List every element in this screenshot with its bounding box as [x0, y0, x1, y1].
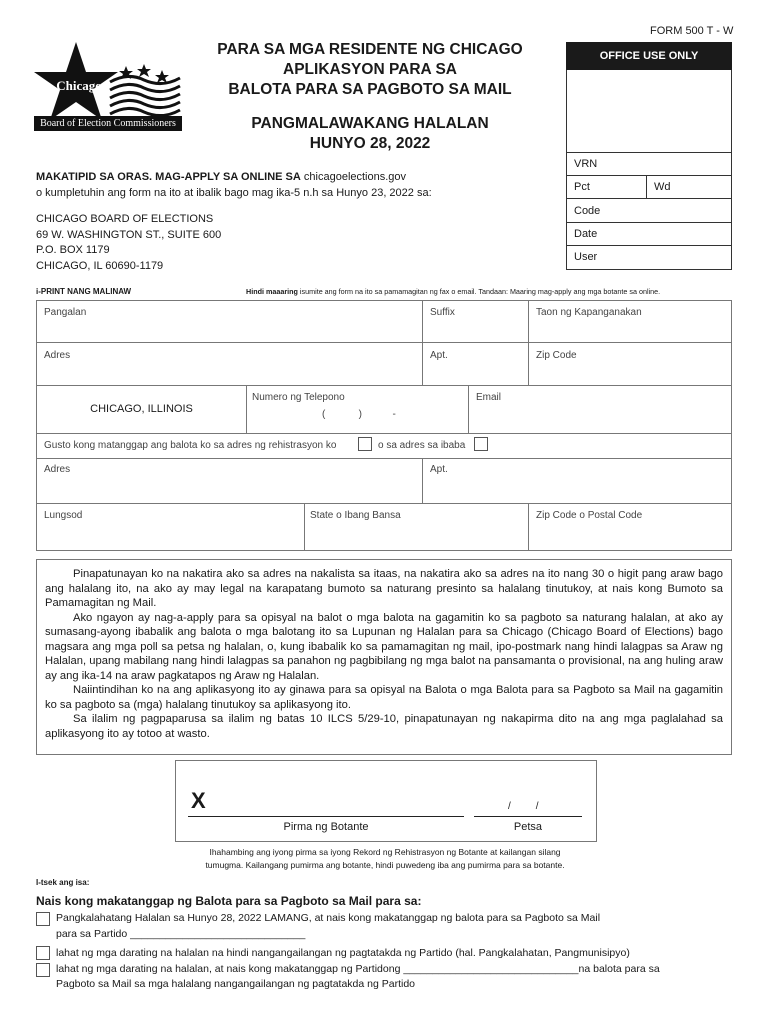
mailing-address-field[interactable]: [37, 459, 422, 503]
birth-year-label: Taon ng Kapanganakan: [536, 307, 642, 318]
title-line5: HUNYO 28, 2022: [309, 135, 431, 152]
option3-text: lahat ng mga darating na halalan, at nais kong makatanggap ng Partidong ______________________________na balota para sa: [56, 963, 660, 975]
divider: [566, 175, 732, 176]
page-title: [190, 40, 550, 100]
pct-label: Pct: [574, 181, 590, 193]
address2-label: Adres: [44, 464, 71, 475]
city-label: Lungsod: [44, 510, 83, 521]
address-line: 69 W. WASHINGTON ST., SUITE 600: [36, 228, 222, 241]
divider: [566, 152, 732, 153]
divider: [566, 222, 732, 223]
fax-note: [246, 287, 660, 296]
address-field[interactable]: [37, 343, 422, 385]
divider: [566, 198, 732, 199]
wd-label: Wd: [654, 181, 671, 193]
state-label: State o Ibang Bansa: [310, 510, 401, 521]
signature-note-line: Ihahambing ang iyong pirma sa iyong Rekord ng Rehistrasyon ng Botante at kailangan silang: [209, 847, 561, 857]
apt-label: Apt.: [430, 350, 448, 361]
divider: [36, 433, 732, 434]
option-june-only-checkbox[interactable]: [36, 912, 50, 926]
signature-line: [188, 816, 464, 817]
address-line: P.O. BOX 1179: [36, 244, 110, 256]
logo-board: Board of Election Commissioners: [34, 116, 182, 131]
email-field[interactable]: [469, 386, 731, 433]
logo-city: Chicago: [56, 78, 102, 93]
address-label: Adres: [44, 350, 71, 361]
option1-text: Pangkalahatang Halalan sa Hunyo 28, 2022 LAMANG, at nais kong makatanggap ng balota para sa Pagboto sa Mail: [56, 912, 601, 924]
title-line4: PANGMALAWAKANG HALALAN: [251, 115, 489, 132]
intro-bold: MAKATIPID SA ORAS. MAG-APPLY SA ONLINE SA: [36, 171, 301, 183]
declaration-box: [36, 559, 732, 755]
office-use-header: OFFICE USE ONLY: [566, 42, 732, 70]
declaration-paragraph: Ako ngayon ay nag-a-apply para sa opisyal na balot o mga balota na gagamitin ko sa pagboto sa naturang halalan, at ako ay sumasang-ayong ibabalik ang balota o mga balotang ito sa Lupunan ng Halalan para sa Chicago (Chicago Board of Elections) bago magsara ang mga poll sa petsa ng halalan, o, kung ibabalik ko sa pamamagitan ng mail, ipo-postmark nang hindi lalagpas sa Araw ng Halalan, upang mabilang nang hindi lalagpas sa panahon ng pagbibilang ng mga balot na pansamanta o provisional, na ang huling araw ay ang ika-14 na araw pagkatapos ng Araw ng Halalan.: [45, 611, 723, 682]
form-number: FORM 500 T - W: [650, 25, 734, 37]
signature-label: Pirma ng Botante: [283, 821, 369, 833]
zip-label: Zip Code: [536, 350, 577, 361]
divider: [566, 245, 732, 246]
vrn-label: VRN: [574, 158, 598, 170]
mailing-address: [36, 212, 221, 274]
intro-line2: o kumpletuhin ang form na ito at ibalik bago mag ika-5 n.h sa Hunyo 23, 2022 sa:: [36, 187, 432, 199]
date-slashes: / /: [508, 801, 539, 812]
option-nonpartisan-checkbox[interactable]: [36, 946, 50, 960]
address-line: CHICAGO, IL 60690-1179: [36, 259, 164, 272]
declaration-paragraph: Naiintindihan ko na ang aplikasyong ito ay ginawa para sa opisyal na Balota o mga Balota para sa Pagboto sa Mail na gagamitin ko sa pagboto sa (mga) halalang tinutukoy sa aplikasyong ito.: [45, 684, 723, 711]
registration-address-checkbox[interactable]: [358, 437, 372, 451]
suffix-label: Suffix: [430, 307, 455, 318]
date-label: Date: [574, 228, 598, 240]
date-line: [474, 816, 582, 817]
signature-note: [100, 846, 670, 872]
address-line: CHICAGO BOARD OF ELECTIONS: [36, 213, 214, 225]
signature-field[interactable]: [188, 788, 464, 816]
code-label: Code: [574, 205, 601, 217]
apt2-label: Apt.: [430, 464, 448, 475]
intro-line1: [36, 170, 406, 184]
date-label-sig: Petsa: [513, 821, 543, 833]
zip2-label: Zip Code o Postal Code: [536, 510, 643, 521]
option1-party: para sa Partido ______________________________: [56, 928, 306, 940]
email-label: Email: [476, 392, 502, 403]
alt-address-checkbox[interactable]: [474, 437, 488, 451]
fax-note-text: isumite ang form na ito sa pamamagitan ng fax o email. Tandaan: Maaring mag-apply ang mga botante sa online.: [299, 287, 661, 296]
declaration-paragraph: Sa ilalim ng pagpaparusa sa ilalim ng batas 10 ILCS 5/29-10, pinapatunayan ng nakapirma dito na ang mga paglalahad sa aplikasyong ito ay totoo at wasto.: [45, 713, 723, 740]
city-fixed: CHICAGO, ILLINOIS: [90, 403, 193, 415]
name-field[interactable]: [37, 301, 422, 342]
options-heading: Nais kong makatanggap ng Balota para sa Pagboto sa Mail para sa:: [36, 894, 422, 908]
title-line3: BALOTA PARA SA PAGBOTO SA MAIL: [228, 81, 512, 98]
election-title: [190, 114, 550, 154]
option-all-elections-checkbox[interactable]: [36, 963, 50, 977]
mail-pref-label: Gusto kong matanggap ang balota ko sa adres ng rehistrasyon ko: [44, 440, 337, 451]
option2-text: lahat ng mga darating na halalan na hindi nangangailangan ng pagtatakda ng Partido (hal. Pangkalahatan, Pangmunisipyo): [56, 947, 630, 959]
declaration-paragraph: Pinapatunayan ko na nakatira ako sa adres na nakalista sa itaas, na nakatira ako sa adres na ito nang 30 o higit pang araw bago ang halalang ito, na ako ay may legal na karapatang bumoto sa naturang presinto sa halalang tinutukoy, at nais kong Bumoto sa Pamamagitan ng Mail.: [45, 568, 723, 609]
date-field[interactable]: [474, 796, 582, 816]
mailing-apt-field[interactable]: [423, 459, 731, 503]
name-label: Pangalan: [44, 307, 87, 318]
mail-alt-label: o sa adres sa ibaba: [378, 440, 466, 451]
fax-note-bold: Hindi maaaring: [246, 287, 298, 296]
phone-label: Numero ng Telepono: [252, 392, 345, 403]
title-line2: APLIKASYON PARA SA: [283, 61, 457, 78]
check-one-label: I-tsek ang isa:: [36, 878, 90, 887]
signature-note-line: tumugma. Kailangang pumirma ang botante, hindi puwedeng iba ang pumirma para sa botante.: [205, 860, 565, 870]
website-link[interactable]: chicagoelections.gov: [303, 171, 407, 183]
option3-text-cont: Pagboto sa Mail sa mga halalang nangangailangan ng pagtatakda ng Partido: [56, 978, 416, 990]
signature-x: X: [191, 788, 206, 813]
title-line1: PARA SA MGA RESIDENTE NG CHICAGO: [217, 41, 523, 58]
user-label: User: [574, 251, 598, 263]
divider: [646, 175, 647, 198]
print-clearly-note: i-PRINT NANG MALINAW: [36, 287, 132, 296]
phone-format: ( ) -: [322, 409, 396, 420]
chicago-board-logo: [34, 40, 184, 132]
